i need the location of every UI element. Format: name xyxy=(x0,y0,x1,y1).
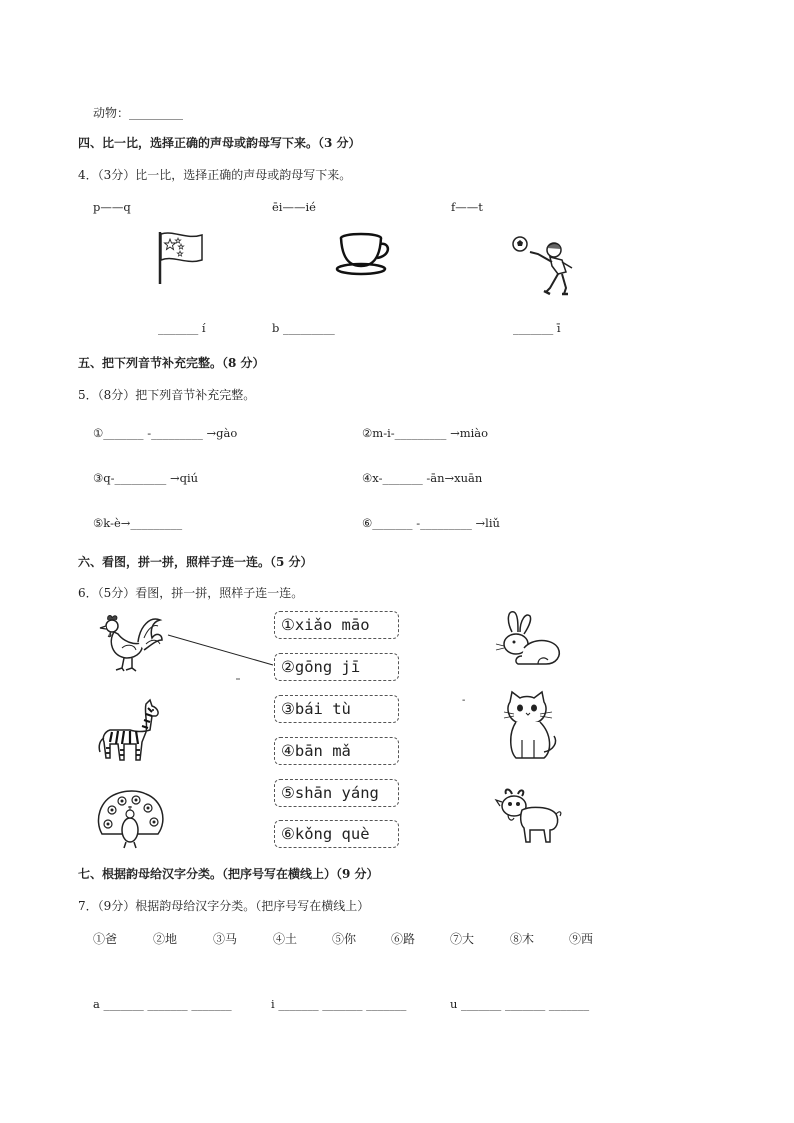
answer-2: b _________ xyxy=(272,321,335,335)
syllable-item-1: ①_______ -_________ →gào xyxy=(93,426,238,440)
syllable-item-4: ④x-_______ -ān→xuān xyxy=(362,471,483,485)
group-a-line: a _______ _______ _______ xyxy=(93,997,232,1011)
pair-2: ēi——ié xyxy=(272,200,316,214)
char-6: ⑥路 xyxy=(391,932,416,946)
syllable-item-2: ②m-i-_________ →miào xyxy=(362,426,489,440)
section7-heading: 七、根据韵母给汉字分类。（把序号写在横线上）（9 分） xyxy=(78,867,379,881)
section5-heading: 五、把下列音节补充完整。（8 分） xyxy=(78,356,265,370)
pair-1: p——q xyxy=(93,200,131,214)
group-i-line: i _______ _______ _______ xyxy=(271,997,407,1011)
cat-icon xyxy=(500,690,560,764)
pinyin-box-6[interactable] xyxy=(274,820,399,848)
pinyin-label-6: ⑥kǒng què xyxy=(281,825,370,843)
section6-heading: 六、看图，拼一拼，照样子连一连。（5 分） xyxy=(78,555,313,569)
section7-question: 7．（9分）根据韵母给汉字分类。（把序号写在横线上） xyxy=(78,899,370,913)
animal-answer-line: 动物：_________ xyxy=(93,106,184,120)
rabbit-icon xyxy=(494,610,564,668)
syllable-item-3: ③q-_________ →qiú xyxy=(93,471,199,485)
char-4: ④土 xyxy=(273,932,298,946)
pinyin-box-3[interactable] xyxy=(274,695,399,723)
pinyin-box-4[interactable] xyxy=(274,737,399,765)
char-8: ⑧木 xyxy=(510,932,535,946)
char-9: ⑨西 xyxy=(569,932,594,946)
pinyin-label-3: ③bái tù xyxy=(281,700,351,718)
pinyin-box-5[interactable] xyxy=(274,779,399,807)
syllable-item-6: ⑥_______ -_________ →liǔ xyxy=(362,516,500,530)
section4-heading: 四、比一比，选择正确的声母或韵母写下来。（3 分） xyxy=(78,136,361,150)
group-u-line: u _______ _______ _______ xyxy=(450,997,590,1011)
section6-question: 6．（5分）看图，拼一拼，照样子连一连。 xyxy=(78,586,304,600)
stray-mark: - xyxy=(462,695,466,706)
char-1: ①爸 xyxy=(93,932,118,946)
pinyin-box-2[interactable] xyxy=(274,653,399,681)
pair-3: f——t xyxy=(451,200,483,214)
syllable-item-5: ⑤k-è→_________ xyxy=(93,516,183,530)
answer-1: _______ í xyxy=(158,321,206,335)
pinyin-label-4: ④bān mǎ xyxy=(281,742,351,760)
pinyin-label-5: ⑤shān yáng xyxy=(281,784,379,802)
section5-question: 5．（8分）把下列音节补充完整。 xyxy=(78,388,256,402)
pinyin-label-2: ②gōng jī xyxy=(281,658,361,676)
pinyin-label-1: ①xiǎo māo xyxy=(281,616,370,634)
answer-3: _______ ī xyxy=(513,321,561,335)
char-3: ③马 xyxy=(213,932,238,946)
section4-question: 4．（3分）比一比，选择正确的声母或韵母写下来。 xyxy=(78,168,352,182)
goat-icon xyxy=(494,788,564,846)
char-5: ⑤你 xyxy=(332,932,357,946)
pinyin-box-1[interactable] xyxy=(274,611,399,639)
char-2: ②地 xyxy=(153,932,178,946)
char-7: ⑦大 xyxy=(450,932,475,946)
